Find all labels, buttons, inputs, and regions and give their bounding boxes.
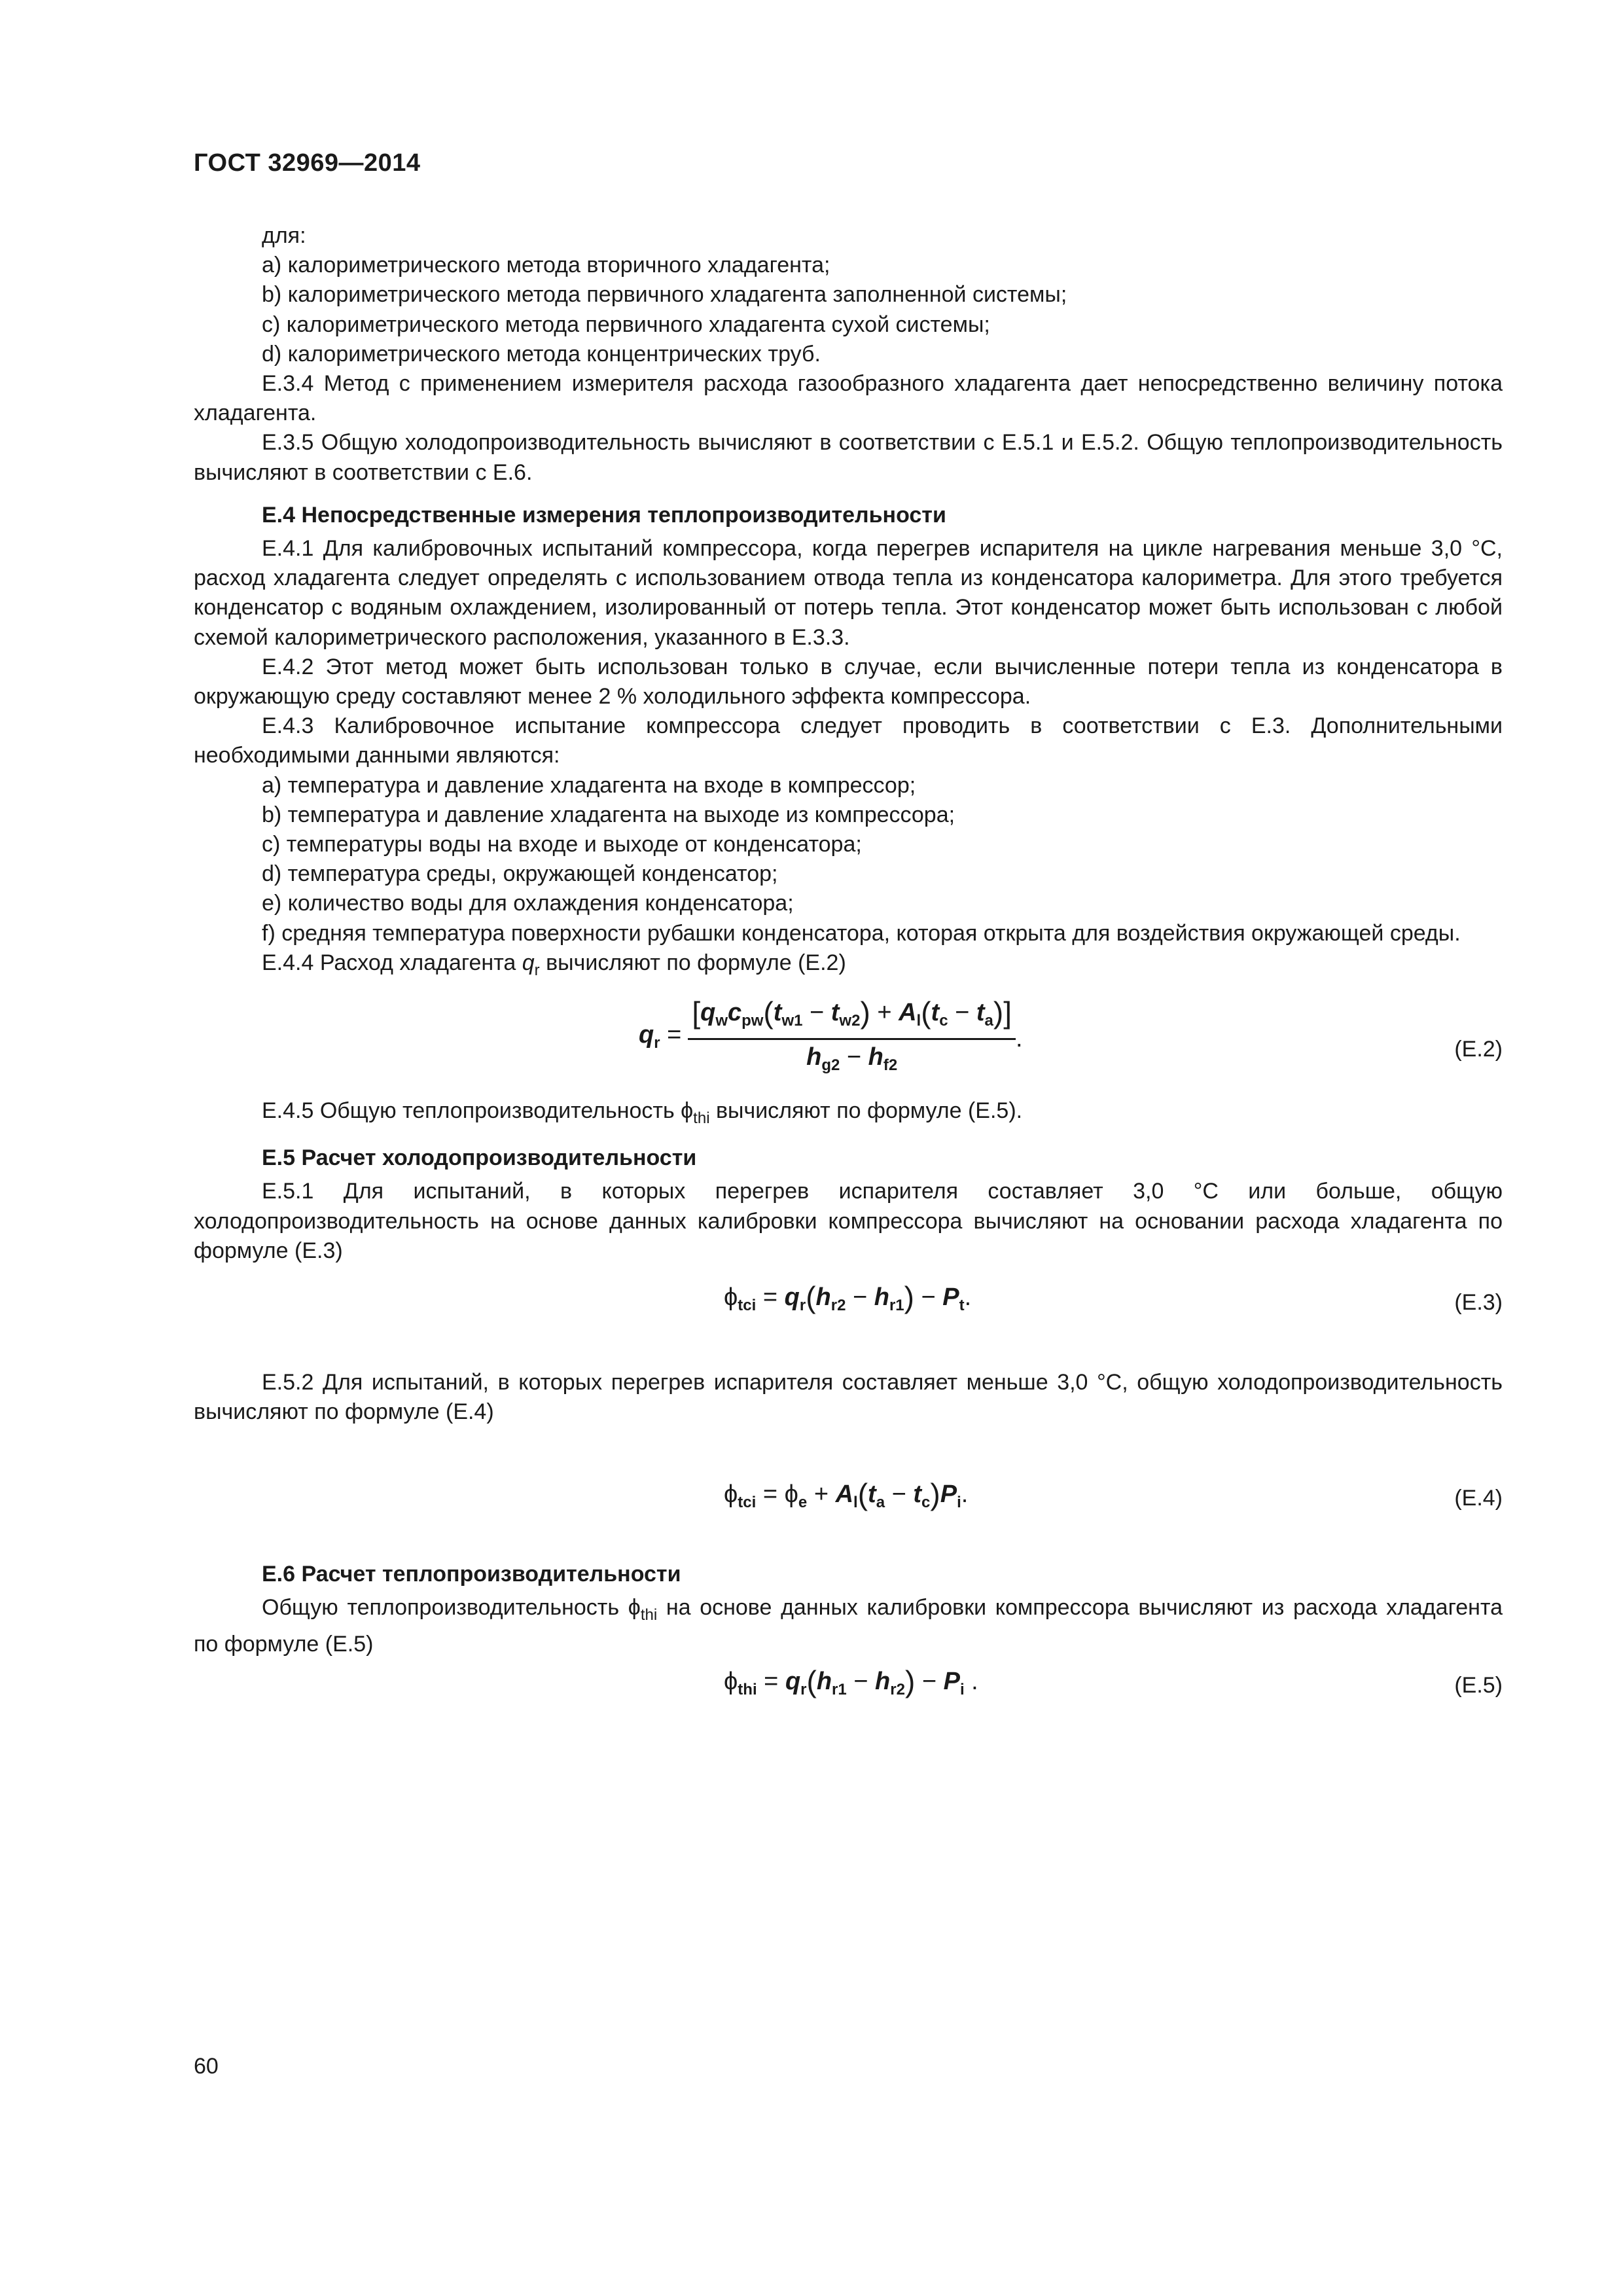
paragraph-e6-post: на основе данных калибровки компрессора вычисляют из расхода хладагента по формуле (Е.5): [194, 1594, 1503, 1657]
equation-e3-body: $\phi_{tci} = q_r(h_{r2} - h_{r1}) - P_t$.: [724, 1280, 972, 1315]
paragraph-e44-post: вычисляют по формуле (Е.2): [539, 950, 846, 975]
document-body: [194, 221, 1503, 1718]
qr-symbol: q: [522, 950, 535, 975]
list1-item: c) калориметрического метода первичного хладагента сухой системы;: [262, 312, 990, 337]
phi-subscript: thi: [693, 1109, 710, 1128]
equation-e3-label: (Е.3): [1454, 1290, 1503, 1316]
list2-item: f) средняя температура поверхности рубашки конденсатора, которая открыта для воздействия окружающей среды.: [262, 920, 1461, 946]
list2-item: b) температура и давление хладагента на выходе из компрессора;: [262, 802, 955, 827]
equation-e3: [194, 1266, 1503, 1339]
phi-symbol: ϕ: [628, 1594, 641, 1620]
paragraph-e34: Е.3.4 Метод с применением измерителя расхода газообразного хладагента дает непосредственно величину потока хладагента.: [194, 371, 1503, 426]
paragraph-e41: Е.4.1 Для калибровочных испытаний компрессора, когда перегрев испарителя на цикле нагревания меньше 3,0 °С, расход хладагента следует определять с использованием отвода тепла из конденсатора калориметра. Для этого требуется конденсатор с водяным охлаждением, изолированный от потерь тепла. Этот конденсатор может быть использован с любой схемой калориметрического расположения, указанного в Е.3.3.: [194, 536, 1503, 650]
equation-e2-label: (Е.2): [1454, 1037, 1503, 1062]
list1-intro: для:: [262, 223, 306, 248]
paragraph-e6-pre: Общую теплопроизводительность: [262, 1594, 628, 1620]
paragraph-e51: Е.5.1 Для испытаний, в которых перегрев испарителя составляет 3,0 °С или больше, общую холодопроизводительность на основе данных калибровки компрессора вычисляют на основании расхода хладагента по формуле (Е.3): [194, 1179, 1503, 1263]
list2-item: e) количество воды для охлаждения конденсатора;: [262, 891, 794, 916]
list1-item: d) калориметрического метода концентрических труб.: [262, 341, 821, 367]
equation-e4-body: $\phi_{tci} = \phi_e + A_l(t_a - t_c)P_i$.: [724, 1477, 969, 1511]
paragraph-e52: Е.5.2 Для испытаний, в которых перегрев испарителя составляет меньше 3,0 °С, общую холодопроизводительность вычисляют по формуле (Е.4): [194, 1370, 1503, 1425]
page-number: 60: [194, 2054, 219, 2079]
equation-e2-body: $q_r$ = $\frac{[q_wc_{pw}(t_{w1} - t_{w2}) + A_l(t_c - t_a)]}{h_{g2} - h_{f2}}$ .: [639, 996, 1023, 1075]
phi-symbol: ϕ: [681, 1098, 694, 1124]
paragraph-e44-pre: Е.4.4 Расход хладагента: [262, 950, 522, 975]
paragraph-e42: Е.4.2 Этот метод может быть использован только в случае, если вычисленные потери тепла из конденсатора в окружающую среду составляют менее 2 % холодильного эффекта компрессора.: [194, 654, 1503, 709]
list2-item: а) температура и давление хладагента на входе в компрессор;: [262, 772, 916, 798]
heading-e4: Е.4 Непосредственные измерения теплопроизводительности: [262, 502, 946, 528]
paragraph-e45: [194, 1096, 1503, 1133]
equation-e4-label: (Е.4): [1454, 1485, 1503, 1511]
phi-subscript: thi: [640, 1605, 658, 1624]
paragraph-e44: [194, 948, 1503, 985]
equation-e5: [194, 1659, 1503, 1718]
equation-e4: [194, 1427, 1503, 1543]
heading-e6: Е.6 Расчет теплопроизводительности: [262, 1561, 681, 1587]
equation-e5-body: $\phi_{thi} = q_r(h_{r1} - h_{r2}) - P_i$ .: [724, 1664, 978, 1699]
paragraph-e45-pre: Е.4.5 Общую теплопроизводительность: [262, 1098, 681, 1124]
paragraph-e35: Е.3.5 Общую холодопроизводительность вычисляют в соответствии с Е.5.1 и Е.5.2. Общую теплопроизводительность вычисляют в соответствии с Е.6.: [194, 430, 1503, 485]
paragraph-e6: [194, 1593, 1503, 1659]
qr-subscript: r: [534, 961, 540, 979]
heading-e5: Е.5 Расчет холодопроизводительности: [262, 1145, 697, 1171]
paragraph-e45-post: вычисляют по формуле (Е.5).: [709, 1098, 1023, 1124]
list1-item: а) калориметрического метода вторичного хладагента;: [262, 253, 830, 278]
equation-e2: [194, 985, 1503, 1096]
list2-item: c) температуры воды на входе и выходе от конденсатора;: [262, 832, 862, 857]
equation-e5-label: (Е.5): [1454, 1673, 1503, 1698]
list2-item: d) температура среды, окружающей конденсатор;: [262, 861, 778, 887]
document-header: ГОСТ 32969—2014: [194, 149, 421, 177]
paragraph-e43: Е.4.3 Калибровочное испытание компрессора следует проводить в соответствии с Е.3. Дополнительными необходимыми данными являются:: [194, 713, 1503, 768]
list1-item: b) калориметрического метода первичного хладагента заполненной системы;: [262, 282, 1067, 308]
